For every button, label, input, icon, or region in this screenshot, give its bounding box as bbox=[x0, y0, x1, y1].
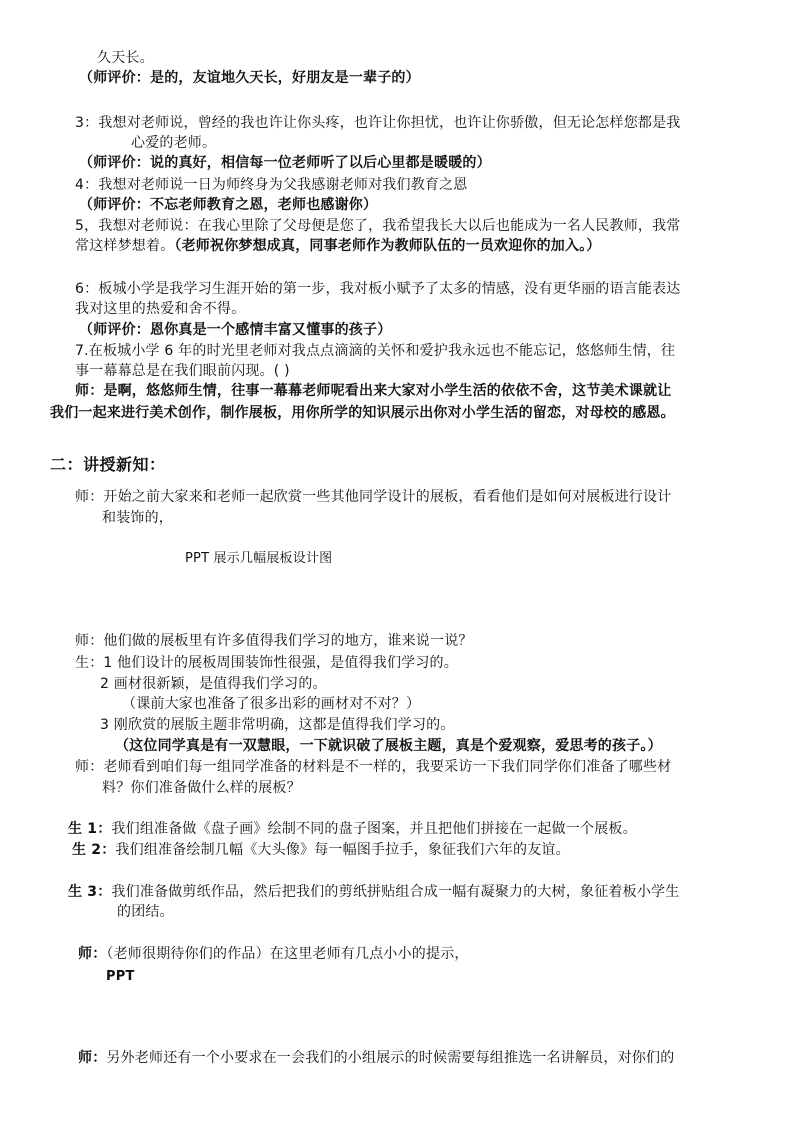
text-line bbox=[75, 236, 601, 256]
text-span: 我们组准备绘制几幅《大头像》每一幅图手拉手，象征我们六年的友谊。 bbox=[115, 842, 570, 858]
text-line: 7.在板城小学 6 年的时光里老师对我点点滴滴的关怀和爱护我永远也不能忘记，悠悠师生情，往 bbox=[75, 343, 676, 359]
teacher-line bbox=[78, 1048, 674, 1068]
text-line: 和装饰的， bbox=[102, 510, 173, 526]
text-line: 5，我想对老师说：在我心里除了父母便是您了，我希望我长大以后也能成为一名人民教师，我常 bbox=[75, 218, 681, 234]
student-line bbox=[68, 819, 637, 839]
text-span: 常这样梦想着。 bbox=[75, 238, 175, 254]
text-line: 师：开始之前大家来和老师一起欣赏一些其他同学设计的展板，看看他们是如何对展板进行设计 bbox=[75, 489, 672, 505]
speaker-label: 师： bbox=[78, 946, 107, 962]
teacher-comment: （师评价：不忘老师教育之恩，老师也感谢你） bbox=[79, 197, 378, 213]
speaker-label: 生 1： bbox=[68, 821, 112, 837]
text-span: 我们组准备做《盘子画》绘制不同的盘子图案，并且把他们拼接在一起做一个展板。 bbox=[111, 821, 637, 837]
text-line: 4：我想对老师说一日为师终身为父我感谢老师对我们教育之恩 bbox=[75, 177, 468, 193]
speaker-label: 生 3： bbox=[68, 884, 112, 900]
student-line bbox=[72, 840, 570, 860]
text-line: 3：我想对老师说，曾经的我也许让你头疼，也许让你担忧，也许让你骄傲，但无论怎样您都是我 bbox=[75, 115, 681, 131]
text-line: 2 画材很新颖，是值得我们学习的。 bbox=[100, 676, 327, 692]
text-line: 心爱的老师。 bbox=[131, 135, 217, 151]
text-line: 我对这里的热爱和舍不得。 bbox=[75, 301, 246, 317]
text-line: 6：板城小学是我学习生涯开始的第一步，我对板小赋予了太多的情感，没有更华丽的语言能表达 bbox=[75, 281, 681, 297]
teacher-line: 师：是啊，悠悠师生情，往事一幕幕老师呢看出来大家对小学生活的依依不舍，这节美术课就让 bbox=[75, 383, 672, 399]
text-line: 事一幕幕总是在我们眼前闪现。( ) bbox=[75, 363, 290, 379]
speaker-label: 生 2： bbox=[72, 842, 116, 858]
ppt-note: PPT bbox=[106, 969, 135, 984]
text-line: （课前大家也准备了很多出彩的画材对不对？） bbox=[122, 696, 421, 712]
teacher-comment: （师评价：恩你真是一个感情丰富又懂事的孩子） bbox=[79, 322, 392, 338]
ppt-note: PPT 展示几幅展板设计图 bbox=[185, 551, 333, 566]
text-line: 师：老师看到咱们每一组同学准备的材料是不一样的，我要采访一下我们同学你们准备了哪些材 bbox=[75, 759, 672, 775]
student-line bbox=[68, 882, 679, 902]
text-line: 料？你们准备做什么样的展板？ bbox=[102, 780, 301, 796]
section-heading: 二：讲授新知： bbox=[50, 455, 166, 474]
text-line: 师：他们做的展板里有许多值得我们学习的地方，谁来说一说？ bbox=[75, 633, 473, 649]
teacher-comment: （师评价：说的真好，相信每一位老师听了以后心里都是暖暖的） bbox=[79, 155, 491, 171]
teacher-comment: （这位同学真是有一双慧眼，一下就识破了展板主题，真是个爱观察，爱思考的孩子。） bbox=[115, 738, 662, 754]
text-line: 的团结。 bbox=[117, 904, 174, 920]
text-span: 我们准备做剪纸作品，然后把我们的剪纸拼贴组合成一幅有凝聚力的大树，象征着板小学生 bbox=[111, 884, 680, 900]
teacher-comment: （老师祝你梦想成真，同事老师作为教师队伍的一员欢迎你的加入。） bbox=[174, 238, 601, 254]
speaker-label: 师： bbox=[78, 1050, 107, 1066]
text-line: 3 刚欣赏的展版主题非常明确，这都是值得我们学习的。 bbox=[100, 717, 455, 733]
text-line: 久天长。 bbox=[97, 50, 154, 66]
text-span: （老师很期待你们的作品）在这里老师有几点小小的提示， bbox=[106, 946, 469, 962]
teacher-comment: （师评价：是的，友谊地久天长，好朋友是一辈子的） bbox=[79, 70, 420, 86]
teacher-line bbox=[78, 944, 469, 964]
teacher-line: 我们一起来进行美术创作，制作展板，用你所学的知识展示出你对小学生活的留恋，对母校的感恩。 bbox=[50, 405, 675, 421]
text-span: 另外老师还有一个小要求在一会我们的小组展示的时候需要每组推选一名讲解员，对你们的 bbox=[106, 1050, 675, 1066]
text-line: 生：1 他们设计的展板周围装饰性很强，是值得我们学习的。 bbox=[75, 655, 458, 671]
